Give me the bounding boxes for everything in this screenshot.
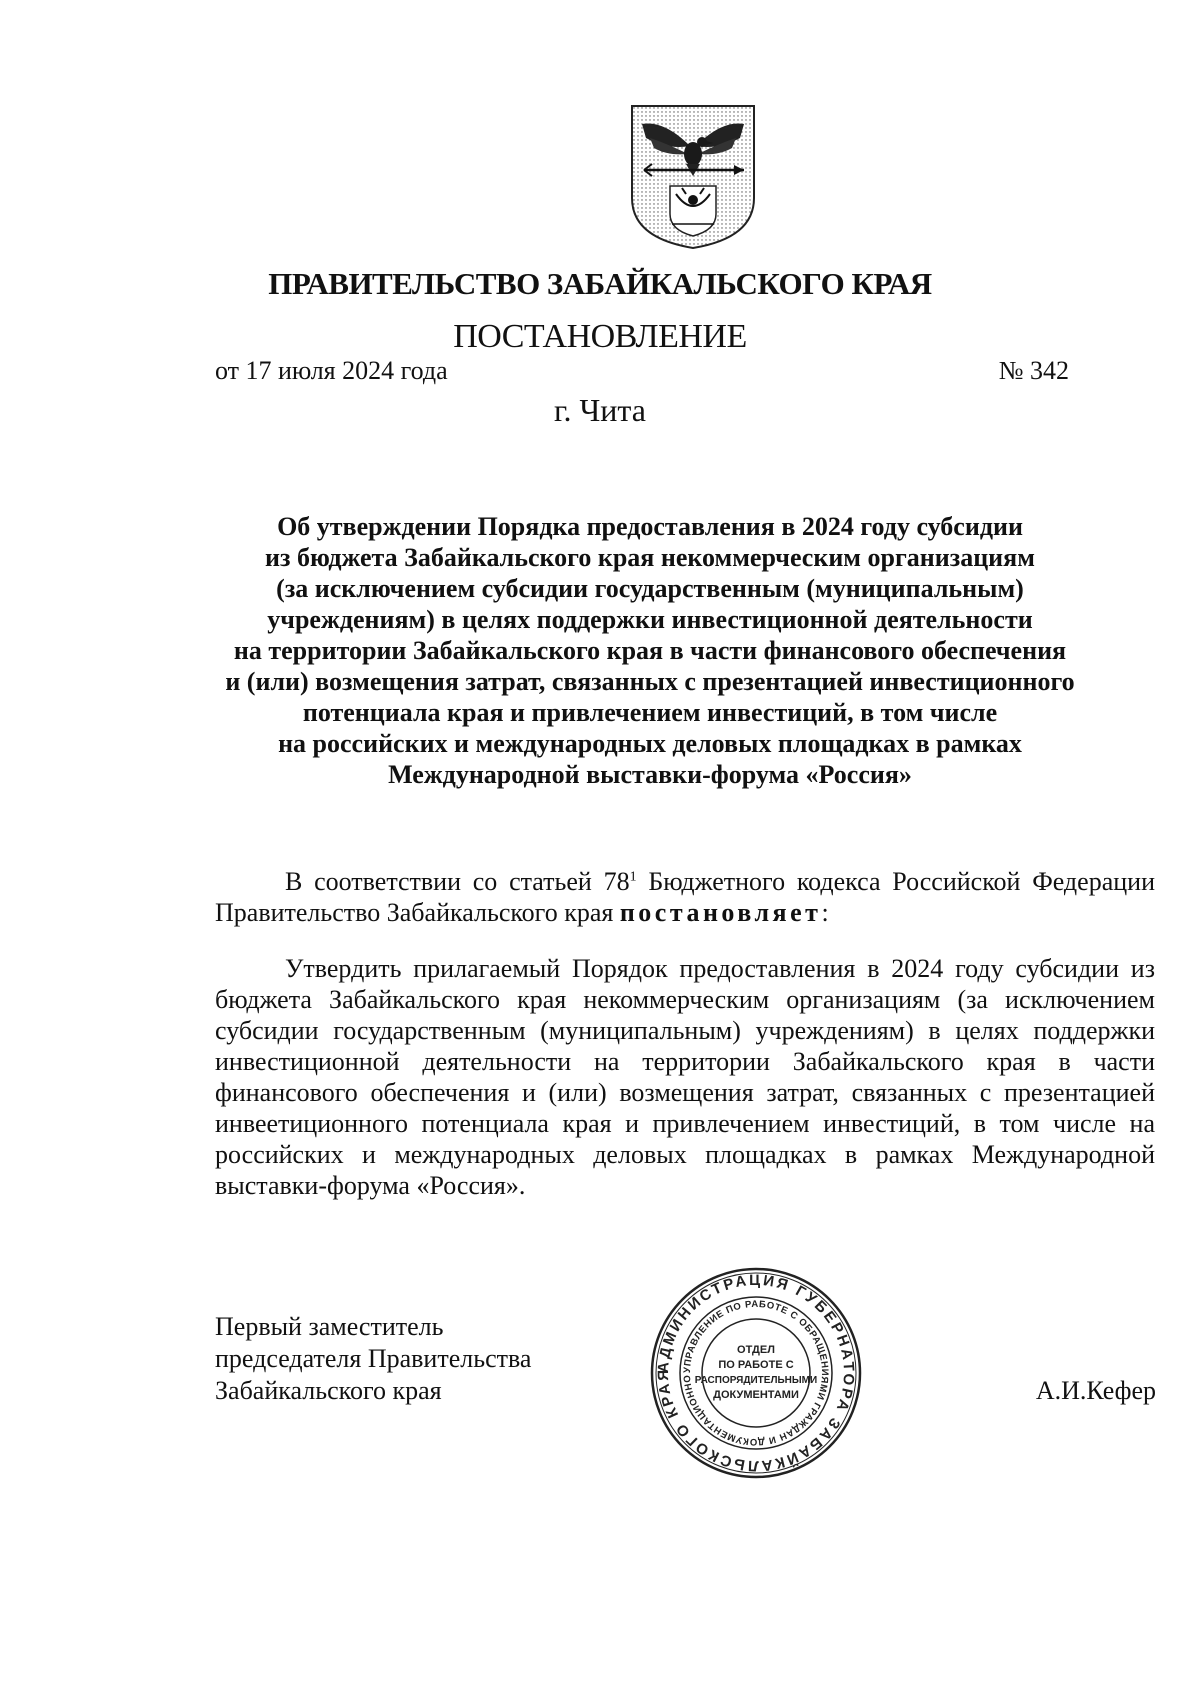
subject-line: Об утверждении Порядка предоставления в 2024 году субсидии [277, 512, 1023, 541]
stamp-center-line: ОТДЕЛ [737, 1344, 775, 1356]
signer-position: Первый заместитель председателя Правительства Забайкальского края [215, 1312, 532, 1405]
document-city: г. Чита [553, 392, 646, 428]
article-superscript: 1 [629, 869, 637, 885]
resolution-paragraph: Утвердить прилагаемый Порядок предоставления в 2024 году субсидии из бюджета Забайкальского края некоммерческим организациям (за исключением субсидии государственным (муниципальным) учреждениям) в целях поддержки инвестиционной деятельности на территории Забайкальского края в части финансового обеспечения и (или) возмещения затрат, связанных с презентацией инвеетиционного потенциала края и привлечением инвестиций, в том числе на российских и международных деловых площадках в рамках Международной выставки-форума «Россия». [215, 954, 1155, 1200]
document-subject [210, 511, 1090, 790]
subject-line: учреждениям) в целях поддержки инвестиционной деятельности [267, 605, 1033, 634]
stamp-center-line: РАСПОРЯДИТЕЛЬНЫМИ [694, 1375, 818, 1386]
subject-line: (за исключением субсидии государственным (муниципальным) [276, 574, 1024, 603]
subject-line: на территории Забайкальского края в части финансового обеспечения [233, 636, 1067, 665]
stamp-inner-text: УПРАВЛЕНИЕ ПО РАБОТЕ С ОБРАЩЕНИЯМИ ГРАЖДАН И ДОКУМЕНТАЦИОННО [681, 1298, 831, 1448]
subject-line: потенциала края и привлечением инвестиций, в том числе [302, 698, 998, 727]
document-type: ПОСТАНОВЛЕНИЕ [453, 318, 747, 355]
decree-word: постановляет [619, 898, 822, 927]
document-number: № 342 [998, 356, 1069, 385]
subject-line: на российских и международных деловых площадках в рамках [278, 729, 1022, 758]
subject-line: и (или) возмещения затрат, связанных с презентацией инвестиционного [225, 667, 1075, 696]
coat-of-arms-icon [628, 102, 758, 252]
official-stamp [648, 1265, 864, 1481]
stamp-outer-text: АДМИНИСТРАЦИЯ ГУБЕРНАТОРА ЗАБАЙКАЛЬСКОГО КРАЯ [654, 1271, 858, 1475]
subject-line: из бюджета Забайкальского края некоммерческим организациям [265, 543, 1035, 572]
document-date: от 17 июля 2024 года [215, 356, 448, 385]
signer-name: А.И.Кефер [1035, 1376, 1156, 1405]
stamp-center-line: ДОКУМЕНТАМИ [713, 1389, 799, 1401]
stamp-center-line: ПО РАБОТЕ С [718, 1359, 794, 1371]
preamble-paragraph: В соответствии со статьей $78^1$ Бюджетного кодекса Российской Федерации Правительство Забайкальского края постановляет: [215, 867, 1155, 927]
subject-line: Международной выставки-форума «Россия» [388, 760, 912, 789]
government-title: ПРАВИТЕЛЬСТВО ЗАБАЙКАЛЬСКОГО КРАЯ [268, 266, 932, 301]
